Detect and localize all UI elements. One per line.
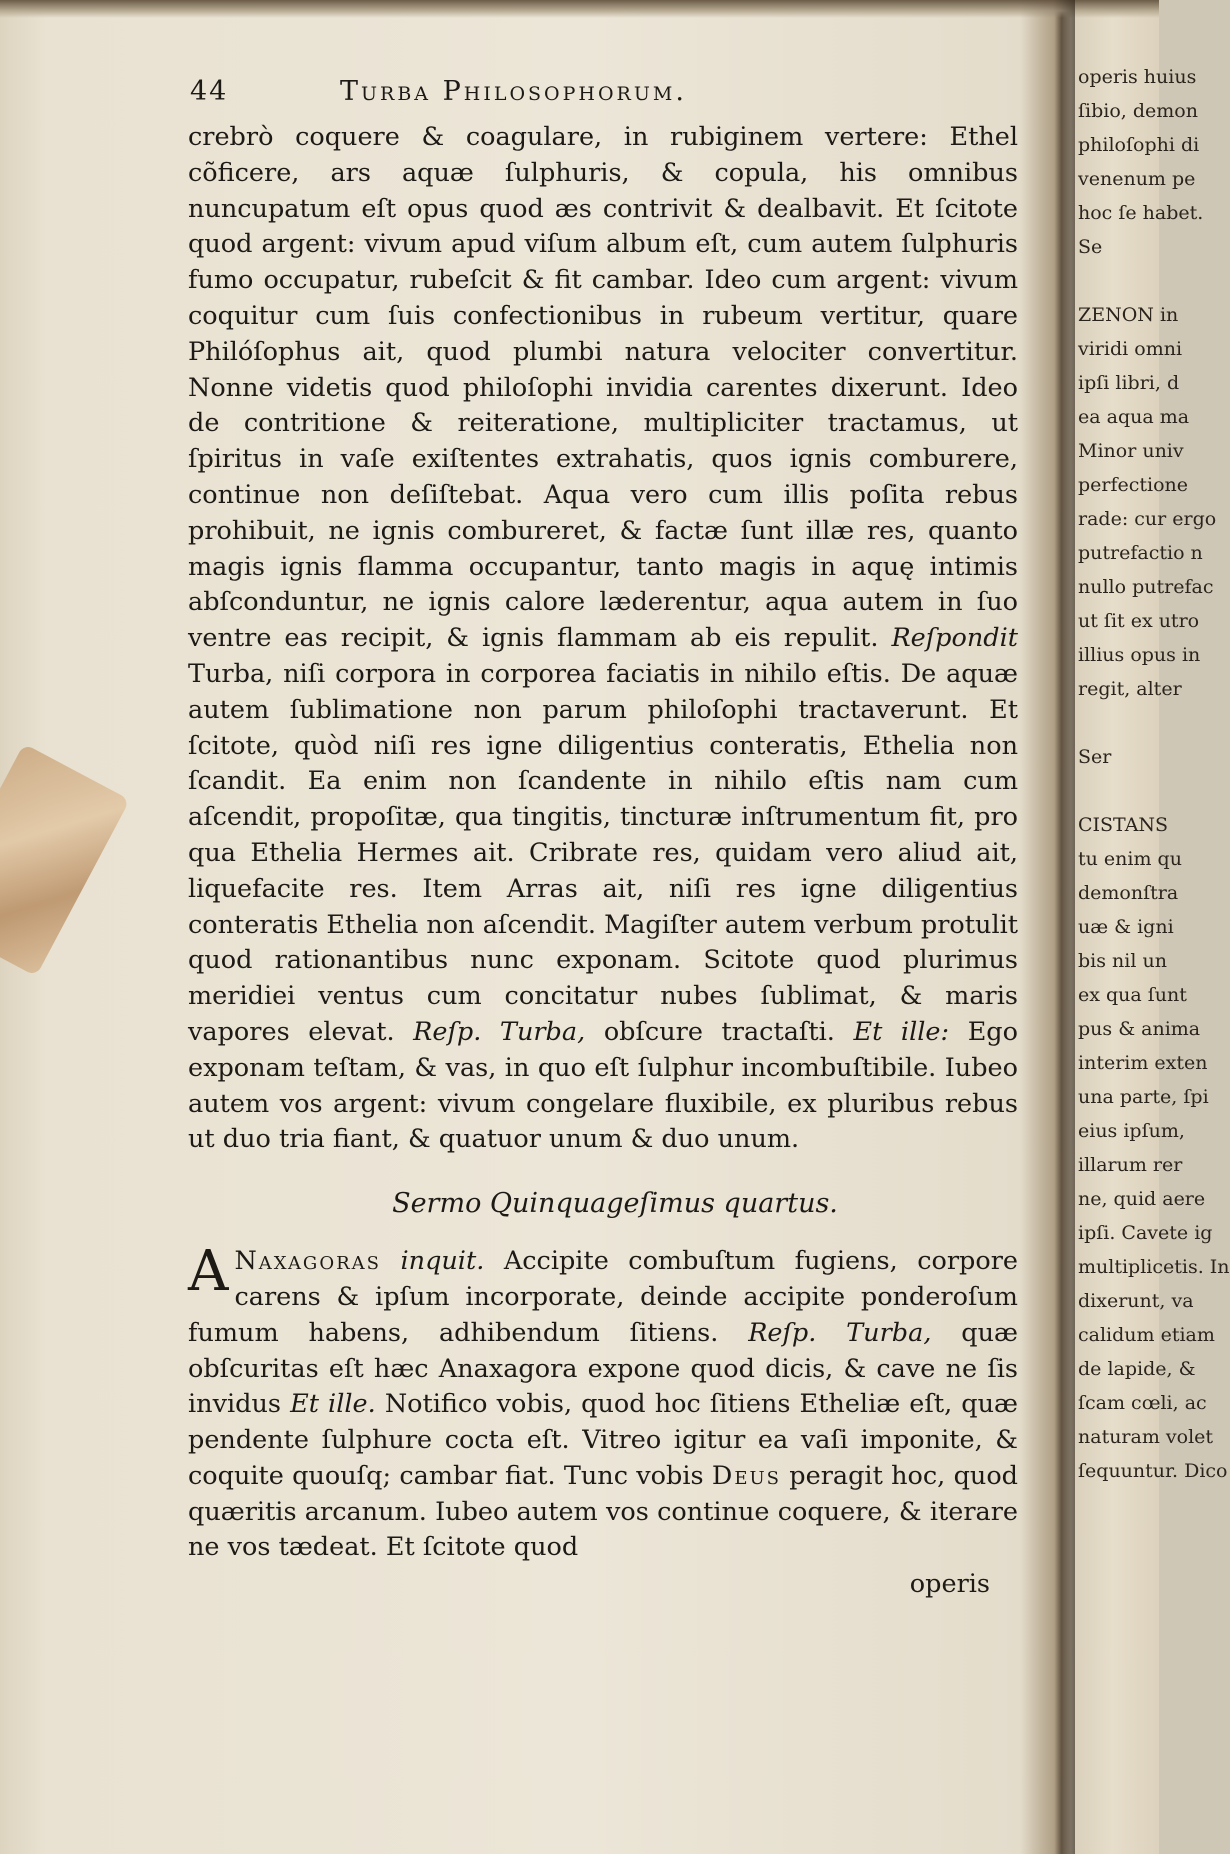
facing-page-line: naturam volet [1078,1426,1214,1448]
deus-word: Deus [711,1460,781,1491]
respondit-label: Reſpondit [891,623,1018,654]
facing-page-line: venenum pe [1078,168,1196,190]
facing-page-line: Minor univ [1078,440,1184,462]
paragraph-two-text-a: Accipite combuſtum fugiens, corpore carens & ipſum incorporate, deinde accipite ponderoſum fumum habens, adhibendum ſitiens. [188,1246,1018,1348]
facing-page-line: tu enim qu [1078,848,1182,870]
facing-page-line: dixerunt, va [1078,1290,1194,1312]
facing-page-line: regit, alter [1078,678,1182,700]
facing-page-line: perfectione [1078,474,1189,496]
facing-page-line: demonſtra [1078,882,1179,904]
paragraph-one [170,120,1020,1158]
facing-page-line: ne, quid aere [1078,1188,1206,1210]
facing-page-line [1078,264,1198,298]
facing-page-line: Ser [1078,746,1112,768]
paragraph-one-text-a: crebrò coquere & coagulare, in rubiginem vertere: Ethel cõficere, ars aquæ ſulphuris, & copula, his omnibus nuncupatum eſt opus quod æs contrivit & dealbavit. Et ſcitote quod argent: vivum apud viſum album eſt, cum autem ſulphuris fumo occupatur, rubeſcit & fit cambar. Ideo cum argent: vivum coquitur cum ſuis confectionibus in rubeum vertitur, quare Philóſophus ait, quod plumbi natura velociter convertitur. Nonne videtis quod philoſophi invidia carentes dixerunt. Ideo de contritione & reiteratione, multipliciter tractamus, ut ſpiritus in vaſe exiſtentes extrahatis, quos ignis comburere, continue non deſiſtebat. Aqua vero cum illis poſita rebus prohibuit, ne ignis combureret, & factæ ſunt illæ res, quanto magis ignis flamma occupantur, tanto magis in aquę intimis abſconduntur, ne ignis calore læderentur, aqua autem in ſuo ventre eas recipit, & ignis flammam ab eis repulit. [188,122,1018,654]
facing-page-line: CISTANS [1078,814,1169,836]
running-head [190,76,1020,120]
section-heading: Sermo Quinquageſimus quartus. [392,1188,838,1220]
speaker-name: Naxagoras [234,1246,381,1277]
wooden-book-support [0,744,130,977]
facing-page-fragment [1078,60,1230,1488]
catchword: operis [909,1569,990,1600]
paragraph-one-text-c: obſcure tractaſti. [603,1016,835,1047]
left-page [170,76,1020,1602]
facing-page-line: eius ipſum, [1078,1120,1185,1142]
page-top-edge [0,0,1159,18]
et-ille-label-two: Et ille. [290,1389,376,1420]
facing-page-line: ipſi libri, d [1078,372,1180,394]
facing-page-line: operis huius [1078,66,1197,88]
paragraph-two [170,1239,1020,1566]
facing-page-line: ut ſit ex utro [1078,610,1200,632]
facing-page-line: ea aqua ma [1078,406,1190,428]
response-label-two: Reſp. Turba, [748,1317,932,1348]
paragraph-two-text-b: quæ obſcuritas eſt hæc Anaxagora expone quod dicis, & cave ne ſis invidus [188,1317,1018,1420]
facing-page-line: ſibio, demon [1078,100,1198,122]
facing-page-line: philoſophi di [1078,134,1200,156]
paragraph-one-text-d: Ego exponam teſtam, & vas, in quo eſt ſulphur incombuſtibile. Iubeo autem vos argent: vivum congelare fluxibile, ex pluribus rebus ut duo tria fiant, & quatuor unum & duo unum. [188,1016,1018,1155]
facing-page-line: ZENON in [1078,304,1179,326]
facing-page-line: ipſi. Cavete ig [1078,1222,1213,1244]
et-ille-label: Et ille: [853,1016,950,1047]
turba-label: Turba, [188,658,274,689]
facing-page-line: hoc ſe habet. [1078,202,1204,224]
facing-page-line: una parte, ſpi [1078,1086,1209,1108]
paragraph-two-text-c: Notifico vobis, quod hoc ſitiens Etheliæ eſt, quæ pendente ſulphure cocta eſt. Vitreo igitur ea vaſi imponite, & coquite quouſq; cambar fiat. Tunc vobis [188,1389,1018,1491]
page-number: 44 [190,76,229,107]
response-label: Reſp. Turba, [413,1016,586,1047]
facing-page-line: Se [1078,236,1103,258]
facing-page-line: rade: cur ergo [1078,508,1217,530]
facing-page-line: nullo putrefac [1078,576,1214,598]
facing-page-line: ſequuntur. Dico [1078,1460,1228,1482]
facing-page-line: interim exten [1078,1052,1208,1074]
drop-cap: A [188,1239,229,1305]
facing-page-line [1078,774,1198,808]
inquit-label: inquit. [400,1246,485,1277]
facing-page-line: viridi omni [1078,338,1183,360]
facing-page-line: bis nil un [1078,950,1167,972]
gutter-shadow [1020,0,1075,1854]
running-title: Turba Philosophorum. [340,76,687,107]
paragraph-two-text-d: peragit hoc, quod quæritis arcanum. Iubeo autem vos continue coquere, & iterare ne vos tædeat. Et ſcitote quod [188,1460,1018,1563]
facing-page-line: uæ & igni [1078,916,1174,938]
facing-page-line: multiplicetis. In [1078,1256,1230,1278]
facing-page-line [1078,706,1198,740]
facing-page-line: illarum rer [1078,1154,1183,1176]
facing-page-line: ex qua ſunt [1078,984,1187,1006]
facing-page-line: de lapide, & [1078,1358,1196,1380]
paragraph-one-text-b: niſi corpora in corporea faciatis in nihilo eſtis. De aquæ autem ſublimatione non parum philoſophi tractaverunt. Et ſcitote, quòd niſi res igne diligentius conteratis, Ethelia non ſcandit. Ea enim non ſcandente in nihilo eſtis nam cum aſcendit, propoſitæ, qua tingitis, tincturæ inſtrumentum fit, pro qua Ethelia Hermes ait. Cribrate res, quidam vero aliud ait, liquefacite res. Item Arras ait, niſi res igne diligentius conteratis Ethelia non aſcendit. Magiſter autem verbum protulit quod rationantibus nunc exponam. Scitote quod plurimus meridiei ventus cum concitatur nubes ſublimat, & maris vapores elevat. [188,658,1019,1047]
facing-page-line: calidum etiam [1078,1324,1215,1346]
facing-page-line: pus & anima [1078,1018,1201,1040]
facing-page-line: illius opus in [1078,644,1201,666]
facing-page-line: ſcam cœli, ac [1078,1392,1207,1414]
facing-page-line: putrefactio n [1078,542,1203,564]
